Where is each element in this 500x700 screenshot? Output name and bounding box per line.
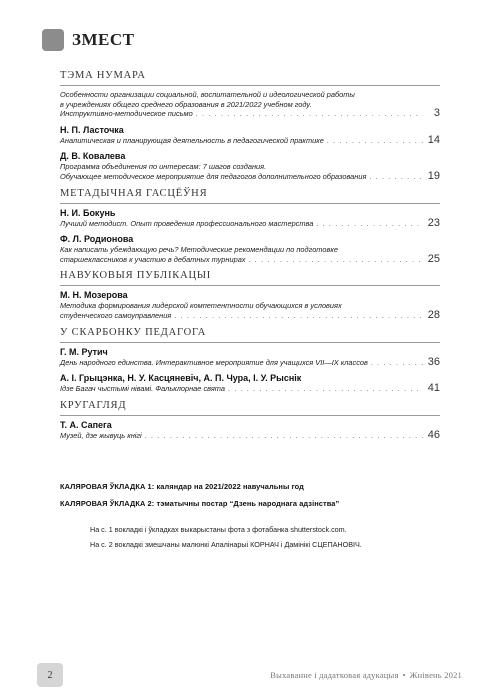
dot-leader [369, 173, 423, 183]
entry-author: Ф. Л. Родионова [60, 234, 134, 245]
entry-title [60, 245, 440, 265]
entry-title [60, 301, 440, 321]
entry-title-text: Музей, дзе жывуць кнігі [60, 430, 142, 440]
entry-title-text: студенческого самоуправления [60, 310, 172, 320]
entry-title-line: в учреждениях общего среднего образования в 2021/2022 учебном году. [60, 99, 312, 109]
entry-title-line: Методика формирования лидерской компетентности обучающихся в условиях [60, 301, 342, 311]
page-number: 2 [47, 669, 53, 681]
entry-title-text: День народного единства. Интерактивное мероприятие для учащихся VII—IX классов [60, 357, 368, 367]
page-number-badge [37, 663, 63, 687]
insert-line-1: КАЛЯРОВАЯ ЎКЛАДКА 1: каляндар на 2021/2022 навучальны год [60, 482, 304, 491]
toc-entry[interactable] [60, 420, 440, 442]
entry-page-number: 36 [427, 355, 440, 368]
entry-title-last-line [60, 216, 440, 230]
entry-title-last-line [60, 109, 440, 120]
entry-title-last-line [60, 308, 440, 322]
entry-title [60, 162, 440, 182]
entry-page-number: 28 [427, 308, 440, 321]
toc-section [60, 70, 440, 183]
entry-author: А. І. Грыцэнка, Н. У. Касцяневіч, А. П. Чура, І. У. Рыснік [60, 373, 302, 384]
entry-title-last-line [60, 169, 440, 183]
entry-title-text: Аналитическая и планирующая деятельность в педагогической практике [60, 135, 324, 145]
entry-title-last-line [60, 133, 440, 147]
toc-sections [60, 70, 440, 446]
entry-title-line: Особенности организации социальной, воспитательной и идеологической работы [60, 90, 355, 99]
entry-author: Г. М. Рутич [60, 346, 108, 357]
toc-entry[interactable] [60, 151, 440, 182]
toc-entry[interactable] [60, 208, 440, 230]
entry-author: Н. П. Ласточка [60, 124, 124, 135]
entry-title-text: Ідзе Багач чыстымі нівамі. Фальклорнае свята [60, 384, 225, 394]
color-inserts [60, 482, 450, 516]
entry-title-text: Обучающее методическое мероприятие для педагогов дополнительного образования [60, 171, 367, 181]
entry-title [60, 428, 440, 442]
entry-page-number: 14 [427, 133, 440, 146]
entry-author: Н. И. Бокунь [60, 207, 116, 218]
toc-entry[interactable] [60, 290, 440, 321]
entry-page-number: 46 [427, 428, 440, 441]
entry-title-last-line [60, 252, 440, 266]
entry-page-number: 41 [427, 382, 440, 395]
section-heading: ТЭМА НУМАРА [60, 70, 440, 86]
dot-leader [249, 256, 423, 266]
section-heading: У СКАРБОНКУ ПЕДАГОГА [60, 327, 440, 343]
entry-author: М. Н. Мозерова [60, 290, 128, 301]
entry-author: Д. В. Ковалева [60, 151, 126, 162]
section-heading: КРУГАГЛЯД [60, 400, 440, 416]
toc-entry[interactable] [60, 125, 440, 147]
dot-leader [316, 220, 423, 230]
entry-author: Т. А. Сапега [60, 419, 112, 430]
toc-section [60, 270, 440, 321]
entry-title-line: Как написать убеждающую речь? Методические рекомендации по подготовке [60, 245, 338, 255]
toc-section [60, 400, 440, 442]
entry-title-last-line [60, 355, 440, 369]
header-marker-square [42, 29, 64, 51]
dot-leader [145, 432, 423, 442]
dot-leader [196, 110, 423, 120]
section-heading: НАВУКОВЫЯ ПУБЛІКАЦЫІ [60, 270, 440, 286]
running-footer [270, 670, 462, 680]
entry-title-line: Программа объединения по интересам: 7 шагов создания. [60, 162, 267, 172]
entry-page-number: 19 [427, 169, 440, 182]
insert-line-2: КАЛЯРОВАЯ ЎКЛАДКА 2: тэматычны постар “Дзень народнага адзінства” [60, 499, 340, 508]
dot-leader [327, 137, 423, 147]
credit-note-2: На с. 2 вокладкі змешчаны малюнкі Апалінарыі КОРНАЧ і Дамінікі СЦЕПАНОВІЧ. [90, 540, 362, 549]
entry-title-text: Инструктивно-методическое письмо [60, 109, 193, 119]
entry-title-last-line [60, 428, 440, 442]
issue-date: Жнівень 2021 [409, 670, 462, 680]
toc-section [60, 327, 440, 395]
entry-page-number: 23 [427, 216, 440, 229]
entry-title [60, 384, 440, 395]
section-heading: МЕТАДЫЧНАЯ ГАСЦЁЎНЯ [60, 188, 440, 204]
toc-title: ЗМЕСТ [72, 30, 135, 49]
toc-section [60, 188, 440, 266]
dot-leader [371, 359, 423, 369]
entry-page-number: 3 [433, 107, 440, 120]
credit-note-1: На с. 1 вокладкі і ўкладках выкарыстаны фота з фотабанка shutterstock.com. [90, 525, 347, 534]
entry-title-last-line [60, 384, 440, 395]
photo-credits [90, 525, 362, 555]
journal-name: Выхаванне і дадатковая адукацыя [270, 670, 399, 680]
toc-entry[interactable] [60, 90, 440, 120]
entry-title-text: Лучший методист. Опыт проведения профессионального мастерства [60, 218, 314, 228]
toc-header [42, 29, 134, 51]
footer-separator: • [402, 670, 406, 680]
toc-entry[interactable] [60, 234, 440, 265]
toc-entry[interactable] [60, 347, 440, 369]
dot-leader [228, 385, 423, 395]
entry-title [60, 133, 440, 147]
dot-leader [174, 312, 423, 322]
entry-title [60, 355, 440, 369]
entry-page-number: 25 [427, 252, 440, 265]
entry-title [60, 216, 440, 230]
entry-title [60, 90, 440, 120]
entry-title-text: старшеклассников к участию в дебатных турнирах [60, 254, 246, 264]
toc-entry[interactable] [60, 373, 440, 395]
